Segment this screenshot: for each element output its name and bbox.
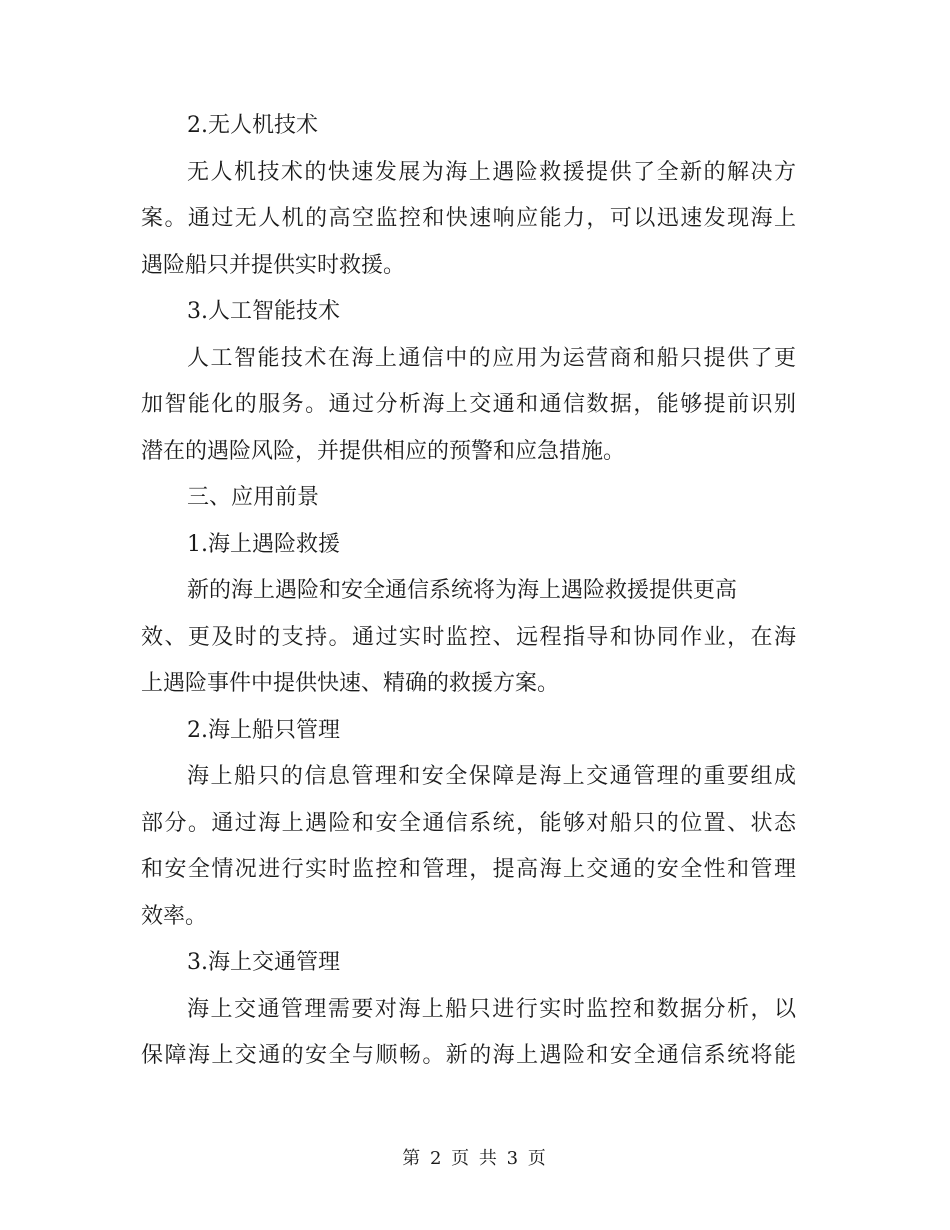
subheading-traffic-management: 3.海上交通管理 [187,950,340,975]
paragraph-line: 效、更及时的支持。通过实时监控、远程指导和协同作业，在海 [141,624,796,650]
paragraph-line: 人工智能技术在海上通信中的应用为运营商和船只提供了更 [187,345,796,371]
paragraph-line: 海上交通管理需要对海上船只进行实时监控和数据分析，以 [187,996,796,1022]
paragraph-line: 和安全情况进行实时监控和管理，提高海上交通的安全性和管理 [141,857,796,882]
subheading-drone-technology: 2.无人机技术 [187,113,318,138]
subheading-maritime-rescue: 1.海上遇险救援 [187,531,340,557]
subheading-ship-management: 2.海上船只管理 [187,717,340,743]
subheading-ai-technology: 3.人工智能技术 [187,299,340,324]
paragraph-line: 部分。通过海上遇险和安全通信系统，能够对船只的位置、状态 [141,810,796,836]
document-body [141,103,796,1080]
paragraph-line: 潜在的遇险风险，并提供相应的预警和应急措施。 [141,438,626,464]
paragraph-line: 加智能化的服务。通过分析海上交通和通信数据，能够提前识别 [141,392,796,417]
paragraph-line: 新的海上遇险和安全通信系统将为海上遇险救援提供更高 [187,578,738,603]
paragraph-line: 无人机技术的快速发展为海上遇险救援提供了全新的解决方 [187,159,796,185]
paragraph-line: 保障海上交通的安全与顺畅。新的海上遇险和安全通信系统将能 [141,1043,796,1068]
paragraph-line: 海上船只的信息管理和安全保障是海上交通管理的重要组成 [187,764,796,789]
paragraph-line: 案。通过无人机的高空监控和快速响应能力，可以迅速发现海上 [141,206,796,231]
page-number-footer: 第 2 页 共 3 页 [402,1148,548,1169]
paragraph-line: 上遇险事件中提供快速、精确的救援方案。 [141,671,560,696]
paragraph-line: 遇险船只并提供实时救援。 [141,252,406,278]
section-heading-application-prospects: 三、应用前景 [187,485,320,510]
paragraph-line: 效率。 [141,903,208,929]
